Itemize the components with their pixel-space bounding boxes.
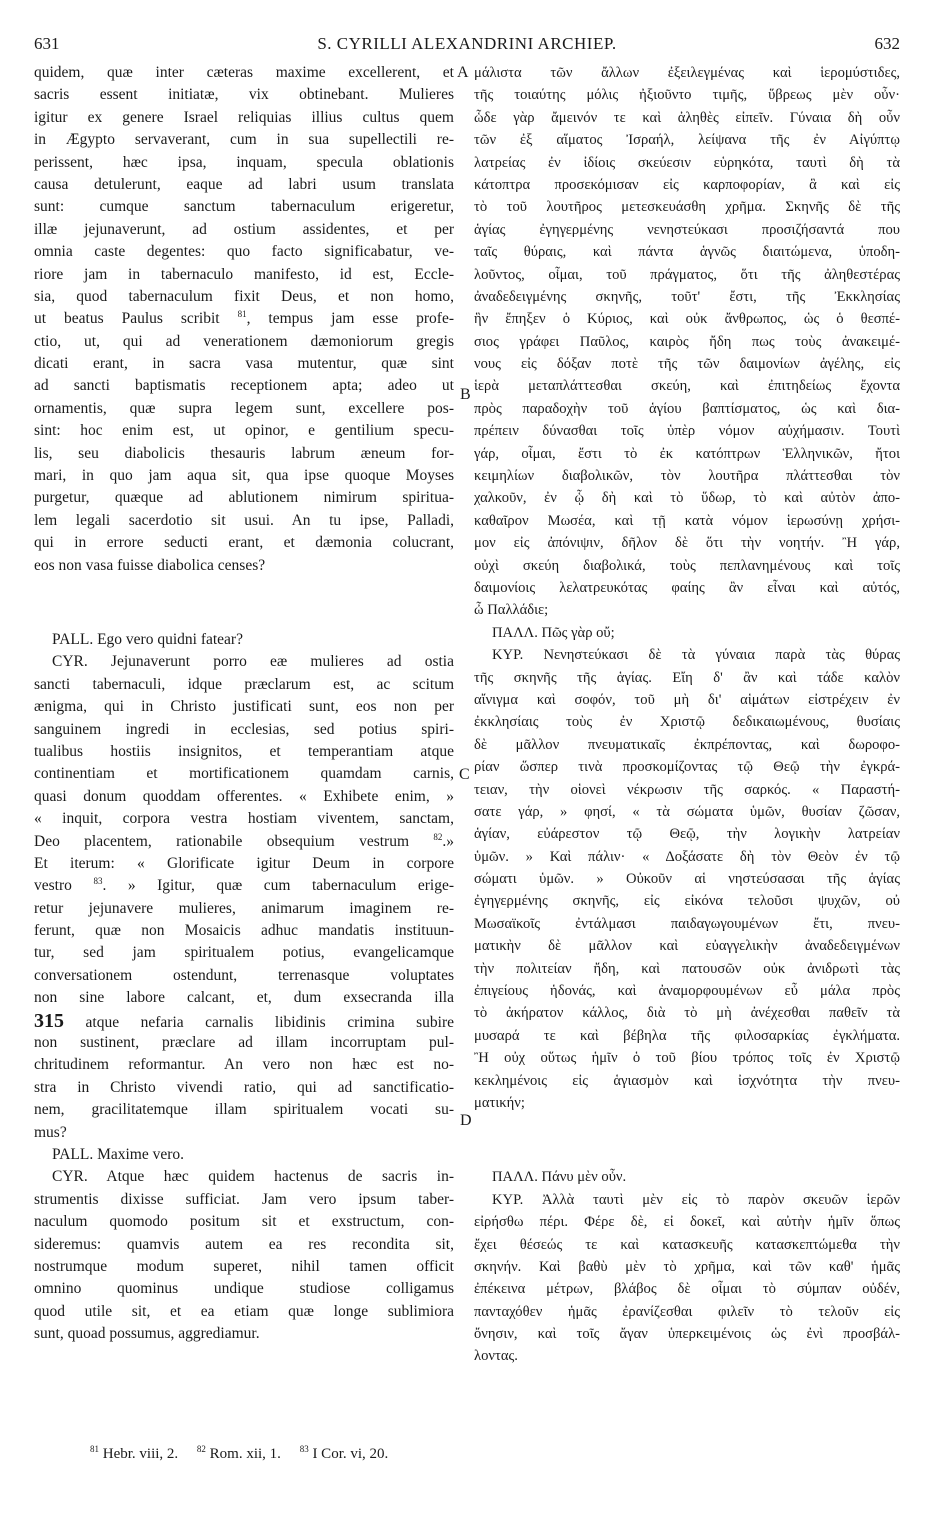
text-line: stra in Christo vivendi ratio, qui ad sanctificatio- (34, 1078, 454, 1096)
text-line: κεκλημένοις εἰς ἁγιασμὸν καὶ ἰσχνότητα τὴν πνευ- (474, 1072, 900, 1089)
text-line: chritudinem reformantur. An vero non hæc est no- (34, 1056, 454, 1074)
text-line: νους εἰς δόξαν ποτὲ τῆς τῶν δαιμονίων ἀγέλης, εἰς (474, 356, 900, 373)
text-line: strumentis dixisse sufficiat. Jam vero ipsum taber- (34, 1190, 454, 1208)
text-line: Et iterum: « Glorificate igitur Deum in corpore (34, 854, 454, 872)
text-line: ferunt, quæ non Mosaicis adhuc mandatis instituun- (34, 922, 454, 940)
text-line: ἀναδεδειγμένης σκηνῆς, τοῦτ' ἔστι, τῆς Ἐκκλησίας (474, 288, 900, 305)
text-line: sanguinem ingredi in ecclesias, sed potius spiri- (34, 720, 454, 738)
text-line: retur jejunavere mulieres, animarum imaginem re- (34, 899, 454, 917)
text-line: CYR. Atque hæc quidem hactenus de sacris in- (52, 1168, 454, 1186)
text-line: δὲ μᾶλλον πνευματικαῖς ἐκπρέποντας, καὶ δωροφο- (474, 736, 900, 753)
text-line: τὴν πολιτείαν ἤδη, καὶ πατουσῶν οὐκ ἀνιδρωτὶ τὰς (474, 960, 900, 977)
text-line: χαλκοῦν, ἐν ᾧ δὴ καὶ τὸ ὕδωρ, τὸ καὶ αὐτὸν ἀπο- (474, 490, 900, 507)
text-segment: ut beatus Paulus scribit (34, 310, 220, 328)
text-line: ἱερὰ μεταπλάττεσθαι σκεύη, καὶ ἐπιτηδείως ἔχοντα (474, 378, 900, 395)
text-line: ἔχει θέσεώς τε καὶ κατασκευῆς κατασκεπτώμεθα τὴν (474, 1236, 900, 1253)
text-line: λατρείας ἐν ἰδίοις σκεύεσιν εὑρηκότα, ταυτὶ δὴ τὰ (474, 154, 900, 171)
text-line: ΚΥΡ. Νενηστεύκασι δὲ τὰ γύναια παρὰ τὰς θύρας (492, 647, 900, 664)
text-line: μον εἰς ἀπόνιψιν, δῆλον δὲ ὅτι τὴν νοητήν. Ἢ γάρ, (474, 535, 900, 552)
text-line: nostrumque modum superet, nihil tamen officit (34, 1257, 454, 1275)
text-line: λοῦντος, οἶμαι, τοῦ πράγματος, ὅτι τῆς ἀληθεστέρας (474, 266, 900, 283)
text-line: sint: hoc enim est, ut opinor, e gentilium specu- (34, 422, 454, 440)
footnotes (90, 1446, 590, 1463)
text-line: tur, sed jam spiritualem potius, evangelicamque (34, 944, 454, 962)
text-segment: .» (442, 832, 454, 850)
text-line: ἐπιγείους ἡδονάς, καὶ ἀναμορφουμένων εὖ μάλα πρὸς (474, 983, 900, 1000)
text-line: ἐγηγερμένης σκηνῆς, εἰς εἰκόνα τελοῦσι ψυχῶν, οὐ (474, 893, 900, 910)
text-line: eos non vasa fuisse diabolica censes? (34, 556, 266, 574)
page-number-right: 632 (874, 34, 900, 53)
text-segment: vestro (34, 877, 72, 895)
text-line: τῆς σκηνῆς τῆς ἁγίας. Εἴη δ' ἂν καὶ τάδε καλὸν (474, 669, 900, 686)
text-line: illæ jejunaverunt, ad ostium assidentes, et per (34, 220, 454, 238)
text-line: non sustinent, præclare ad illam incorruptam pul- (34, 1034, 454, 1052)
text-line: quod utile sit, et ea etiam quæ longe sublimiora (34, 1302, 454, 1320)
text-line: in Ægypto servaverant, cum in sua supellectili re- (34, 131, 454, 149)
text-line: tualibus hostiis insignitos, et temperantiam atque (34, 742, 454, 760)
text-line: omnia caste degentes: quo facto significabatur, ve- (34, 243, 454, 261)
text-line: sideremus: quamvis autem ea res recondita sit, (34, 1235, 454, 1253)
text-line: ματικήν; (474, 1094, 525, 1111)
text-line: mus? (34, 1123, 67, 1141)
text-line: καθαῖρον Μωσέα, καὶ τῇ κατὰ νόμον ἱερωσύνῃ χρήσι- (474, 512, 900, 529)
text-line: purgetur, quæque ad ablutionem nimirum spiritua- (34, 489, 454, 507)
text-line: οὐχὶ σκεύη διαβολικά, τοὺς πεπλανημένους καὶ τοῖς (474, 557, 900, 574)
text-line: ὄνησιν, καὶ τοῖς ἄγαν ὑπερκειμένοις ὡς ἐνὶ προσβάλ- (474, 1326, 900, 1343)
text-line: ὑμῶν. » Καὶ πάλιν· « Δοξάσατε δὴ τὸν Θεὸν ἐν τῷ (474, 848, 900, 865)
running-header (34, 34, 900, 58)
section-marker-c: C (459, 766, 470, 783)
text-line: qui in errore seducti erant, et dæmonia colucrant, (34, 534, 454, 552)
text-line: conversationem ostendunt, terrenasque voluptates (34, 966, 454, 984)
footnote-ref: 83 (93, 876, 103, 887)
latin-column (34, 62, 454, 1345)
text-line: τὸ ἀκήρατον κάλλος, διὰ τὸ μὴ ἀνέχεσθαι παθεῖν τὰ (474, 1005, 900, 1022)
text-segment: Deo placentem, rationabile obsequium vestrum (34, 832, 410, 850)
text-line: ad sancti baptismatis receptionem apta; adeo ut (34, 377, 454, 395)
text-line (34, 1010, 454, 1032)
footnote-number: 82 (196, 1444, 206, 1454)
latin-paragraph-3 (34, 1166, 454, 1345)
footnote-number: 83 (299, 1444, 309, 1454)
text-line: σατε γάρ, » φησί, « τὰ σώματα ὑμῶν, θυσίαν ζῶσαν, (474, 803, 900, 820)
text-line: sia, quod tabernaculum fixit Deus, et non homo, (34, 287, 454, 305)
text-line: causa detulerunt, eaque ad labri usum translata (34, 175, 454, 193)
text-line: πανταχόθεν ἡμᾶς ἐρανίζεσθαι φιλεῖν τὸ τελοῦν εἰς (474, 1303, 900, 1320)
text-line: τῆς τοιαύτης μόλις ἠξιοῦντο τιμῆς, ὕβρεως μὲν οὖν· (474, 87, 900, 104)
footnote-text: Rom. xii, 1. (209, 1446, 281, 1462)
text-line: omnino quominus undique studiose colligamus (34, 1280, 454, 1298)
text-line: CYR. Jejunaverunt porro eæ mulieres ad ostia (52, 653, 454, 671)
text-line: naculum quomodo positum sit et exstructum, con- (34, 1213, 454, 1231)
text-line (34, 308, 454, 330)
text-line: πρὸς παραδοχὴν τοῦ ἁγίου βαπτίσματος, ὡς καὶ δια- (474, 400, 900, 417)
text-line: τειαν, τὴν οἱονεὶ νέκρωσιν τῆς σαρκός. « Παραστή- (474, 781, 900, 798)
text-line: Μωσαϊκοῖς ἐντάλμασι παιδαγωγουμένων ἔτι, πνευ- (474, 915, 900, 932)
section-marker-a: A (457, 64, 469, 81)
latin-paragraph-2 (34, 651, 454, 1144)
greek-paragraph-2 (474, 644, 900, 1114)
text-line: ἐκκλησίαις τοὺς ἐν Χριστῷ δεδικαιωμένους, θυσίαις (474, 714, 900, 731)
text-line: τῶν ἐξ αἵματος Ἰσραήλ, λείψανα τῆς ἐν Αἰγύπτῳ (474, 132, 900, 149)
dialogue-line: PALL. Ego vero quidni fatear? (52, 630, 243, 648)
text-line: ὧδε γὰρ ἄμεινόν τε καὶ ἀληθὲς εἰπεῖν. Γύναια δὴ οὖν (474, 109, 900, 126)
text-line: mari, in quo jam aqua sit, qua ipse quoque Moyses (34, 467, 454, 485)
text-line: sunt, quoad possumus, aggrediamur. (34, 1325, 260, 1343)
text-line: ctio, ut, qui ad venerationem dæmoniorum gregis (34, 332, 454, 350)
text-line: αἴνιγμα καὶ σοφόν, τοῦ μὴ δι' αἱμάτων εἰστρέχειν ἐν (474, 691, 900, 708)
dialogue-line: ΠΑΛΛ. Πάνυ μὲν οὖν. (492, 1169, 627, 1186)
text-line: πρέπειν δύνασθαι τοῖς ὑπὲρ νόμον αὐχήμασιν. Τουτὶ (474, 423, 900, 440)
text-line: nem, gracilitatemque illam spiritualem vocati su- (34, 1101, 454, 1119)
text-line: ἁγίας ἐγηγερμένης νενηστεύκασι προσιζήσαντά που (474, 221, 900, 238)
greek-paragraph-3 (474, 1189, 900, 1368)
text-line (34, 875, 454, 897)
footnote-text: Hebr. viii, 2. (102, 1446, 179, 1462)
text-line: non sine labore calcant, et, dum exsecranda illa (34, 989, 454, 1007)
text-line: quasi donum quoddam offerentes. « Exhibete enim, » (34, 787, 454, 805)
section-marker-b: B (460, 386, 471, 403)
footnote-number: 81 (90, 1444, 99, 1454)
text-line: κάτοπτρα προσεκόμισαν εἰς καρποφορίαν, ἃ καὶ εἰς (474, 176, 900, 193)
text-line: κειμηλίων διαβολικῶν, τὸν λουτῆρα πλάττεσθαι τὸν (474, 468, 900, 485)
text-line: ταῖς θύραις, καὶ πάντα ἁγνῶς διαιτώμενα, ὑποδη- (474, 244, 900, 261)
text-line: riore jam in tabernaculo manifesto, id est, Eccle- (34, 265, 454, 283)
text-line: Ἢ οὐχ οὕτως ἡμῖν ὁ τοῦ βίου τρόπος τοῖς ἐν Χριστῷ (474, 1050, 900, 1067)
section-marker-d: D (460, 1112, 472, 1129)
text-line: sancti tabernaculi, idque præclarum est, ac scitum (34, 675, 454, 693)
text-line: ornamentis, quæ supra legem sunt, excellere pos- (34, 399, 454, 417)
text-line: ἁγίαν, εὐάρεστον τῷ Θεῷ, τὴν λογικὴν λατρείαν (474, 826, 900, 843)
text-segment: atque nefaria carnalis libidinis crimina subire (85, 1013, 454, 1031)
greek-paragraph-1 (474, 62, 900, 622)
text-line: ὦ Παλλάδιε; (474, 602, 549, 619)
text-line: δαιμονίοις λελατρευκότας φαίης ἂν εἶναι καὶ αὐτός, (474, 579, 900, 596)
footnote-ref: 82 (433, 831, 443, 842)
text-line: sacris essent initiatæ, vix obtinebant. Mulieres (34, 86, 454, 104)
text-line: continentiam et mortificationem quamdam carnis, (34, 765, 454, 783)
text-segment: . » Igitur, quæ cum tabernaculum erige- (102, 877, 454, 895)
text-line: τὸ τοῦ λουτῆρος μετεσκευάσθη χρῆμα. Σκηνῆς δὲ τῆς (474, 199, 900, 216)
text-line: ænigma, qui in Christo justificati sunt, eos non per (34, 698, 454, 716)
text-line: perissent, hæc ipsa, inquam, specula oblationis (34, 153, 454, 171)
footnote-text: I Cor. vi, 20. (312, 1446, 389, 1462)
text-segment: , tempus jam esse profe- (246, 310, 454, 328)
text-line: « inquit, corpora vestra hostiam viventem, sanctam, (34, 810, 454, 828)
page-number-left: 631 (34, 34, 60, 53)
text-line: μάλιστα τῶν ἄλλων ἐξειλεγμένας καὶ ἱερομύστιδες, (474, 65, 900, 81)
dialogue-line: ΠΑΛΛ. Πῶς γὰρ οὔ; (492, 624, 615, 641)
text-line: lis, seu diabolicis thesauris labrum æneum for- (34, 444, 454, 462)
text-line: λοντας. (474, 1348, 518, 1365)
text-line: ΚΥΡ. Ἀλλὰ ταυτὶ μὲν εἰς τὸ παρὸν σκευῶν ἱερῶν (492, 1191, 900, 1208)
text-line (34, 831, 454, 853)
text-line: lem legali sacerdotio sit usui. An tu ipse, Palladi, (34, 511, 454, 529)
text-line: σκηνήν. Καὶ βαθὺ μὲν τὸ χρῆμα, καὶ τῶν καθ' ἡμᾶς (474, 1258, 900, 1275)
text-line: σιος γράφει Παῦλος, καιρὸς ἤδη πως τοὺς ἀνακειμέ- (474, 333, 900, 350)
text-line: dicati erant, in sacra vasa mutentur, quæ sint (34, 355, 454, 373)
text-line: ρίαν ὥσπερ τινὰ προσκομίζοντας τῷ Θεῷ τὴν ἐγκρά- (474, 759, 900, 776)
text-line: ματικὴν δὲ μᾶλλον καὶ εὐαγγελικὴν ἀναδεδειγμένων (474, 938, 900, 955)
text-line: εἰρήσθω πέρι. Φέρε δὲ, εἰ δοκεῖ, καὶ αὐτὴν ἡμῖν ὅπως (474, 1214, 900, 1231)
text-line: σώματι ὑμῶν. » Οὐκοῦν αἱ νηστεύσασαι τῆς ἁγίας (474, 871, 900, 888)
footnote-ref: 81 (237, 309, 247, 320)
text-line: μυσαρά τε καὶ βέβηλα τῆς φιλοσαρκίας ἐγκλήματα. (474, 1027, 900, 1044)
text-line: γάρ, οἶμαι, ἔστι τὸ ἐκ κατόπτρων Ἑλληνικῶν, ἤτοι (474, 445, 900, 462)
running-title: S. CYRILLI ALEXANDRINI ARCHIEP. (317, 34, 617, 53)
text-line: igitur ex genere Israel reliquias illius cultus quem (34, 108, 454, 126)
dialogue-line: PALL. Maxime vero. (52, 1145, 185, 1163)
text-line: ἣν ἔπηξεν ὁ Κύριος, καὶ οὐκ ἄνθρωπος, ὡς ὁ θεσπέ- (474, 311, 900, 328)
latin-paragraph-1 (34, 62, 454, 577)
text-line: ἐπέκεινα μέτρων, βλάβος δὲ οἶμαι τὸ σύμπαν οὐδέν, (474, 1281, 900, 1298)
greek-column (474, 62, 900, 1368)
marginal-number: 315 (34, 1009, 64, 1032)
text-line: sunt: cumque sanctum tabernaculum erigeretur, (34, 198, 454, 216)
text-line: quidem, quæ inter cæteras maxime excellerent, et (34, 64, 454, 81)
